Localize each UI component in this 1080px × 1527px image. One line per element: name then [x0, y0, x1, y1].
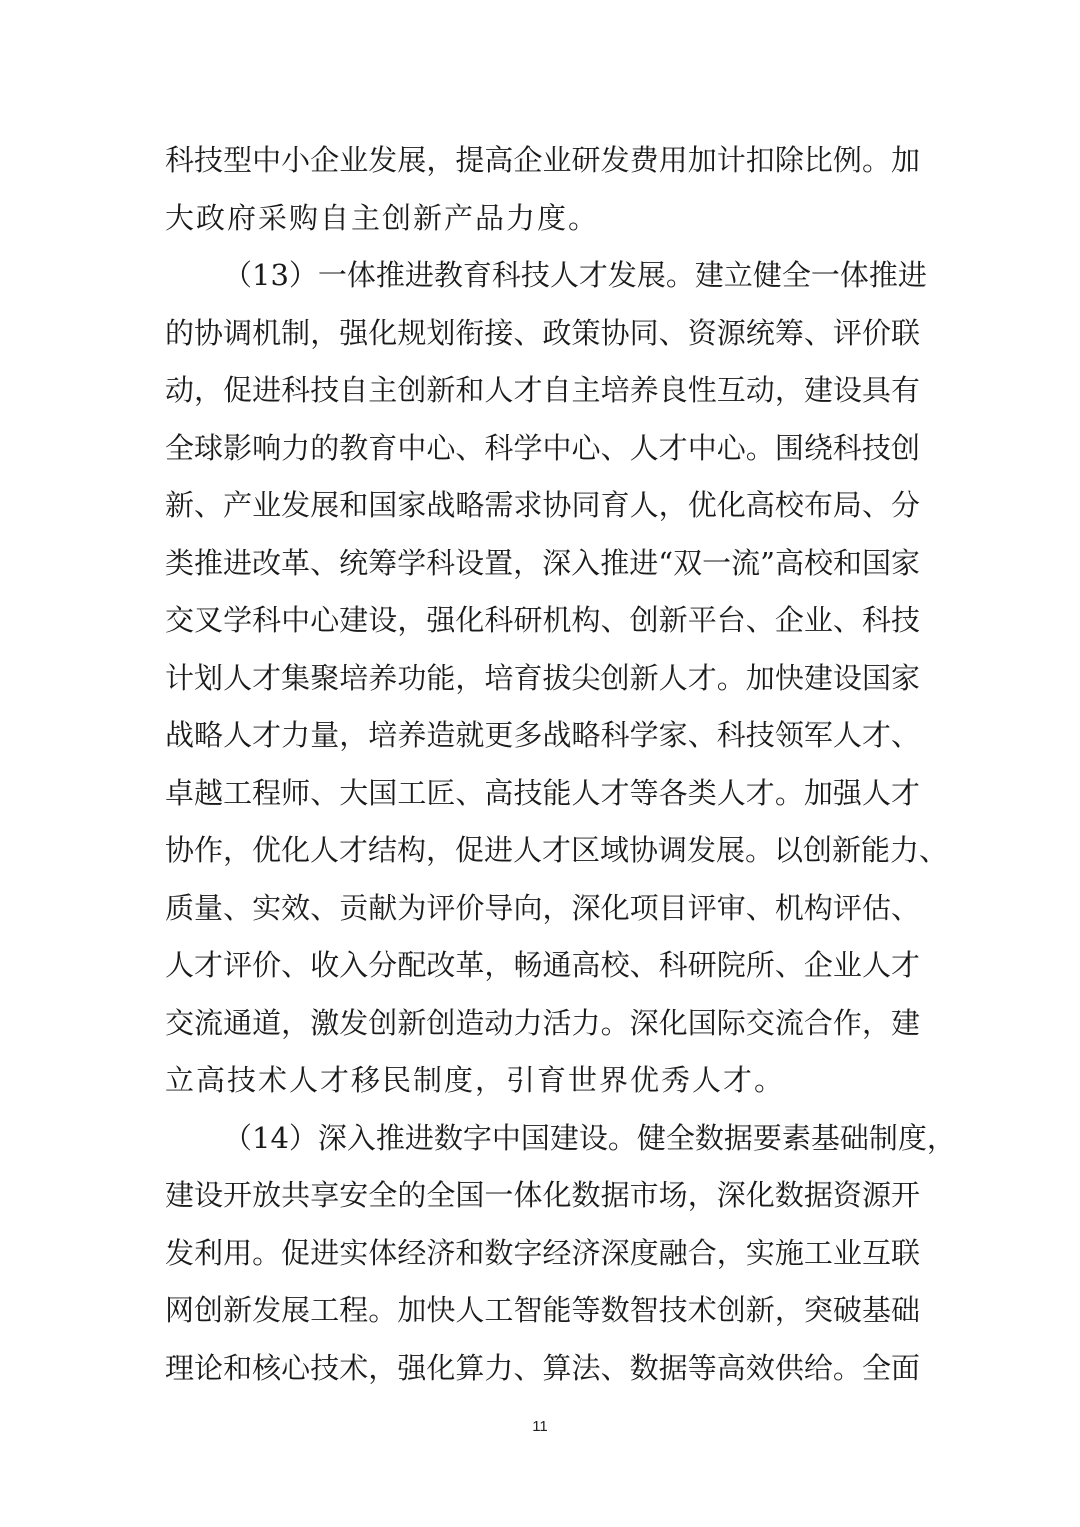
text-line: 交流通道，激发创新创造动力活力。深化国际交流合作，建 — [165, 1005, 920, 1040]
text-line: 科技型中小企业发展，提高企业研发费用加计扣除比例。加 — [165, 143, 920, 177]
paragraph-13-heading-line: （13）一体推进教育科技人才发展。建立健全一体推进 — [223, 258, 927, 292]
paragraph-14-heading-line: （14）深入推进数字中国建设。健全数据要素基础制度， — [223, 1120, 956, 1155]
text-line: 动，促进科技自主创新和人才自主培养良性互动，建设具有 — [165, 373, 920, 407]
text-line: 理论和核心技术，强化算力、算法、数据等高效供给。全面 — [165, 1350, 920, 1385]
text-line: 立高技术人才移民制度，引育世界优秀人才。 — [165, 1063, 786, 1097]
text-line: 战略人才力量，培养造就更多战略科学家、科技领军人才、 — [165, 718, 920, 752]
text-line: 协作，优化人才结构，促进人才区域协调发展。以创新能力、 — [165, 833, 949, 867]
page-number: 11 — [532, 1418, 548, 1435]
text-line: 大政府采购自主创新产品力度。 — [165, 200, 600, 235]
text-line: 交叉学科中心建设，强化科研机构、创新平台、企业、科技 — [165, 603, 920, 637]
text-line: 类推进改革、统筹学科设置，深入推进“双一流”高校和国家 — [165, 545, 920, 580]
text-line: 人才评价、收入分配改革，畅通高校、科研院所、企业人才 — [165, 948, 920, 982]
text-line: 质量、实效、贡献为评价导向，深化项目评审、机构评估、 — [165, 890, 920, 925]
text-line: 网创新发展工程。加快人工智能等数智技术创新，突破基础 — [165, 1293, 920, 1327]
text-line: 全球影响力的教育中心、科学中心、人才中心。围绕科技创 — [165, 430, 920, 465]
text-line: 新、产业发展和国家战略需求协同育人，优化高校布局、分 — [165, 488, 920, 522]
text-line: 计划人才集聚培养功能，培育拔尖创新人才。加快建设国家 — [165, 660, 920, 695]
body-text — [165, 132, 956, 1397]
text-line: 建设开放共享安全的全国一体化数据市场，深化数据资源开 — [165, 1178, 920, 1212]
text-line: 的协调机制，强化规划衔接、政策协同、资源统筹、评价联 — [165, 315, 920, 350]
text-line: 卓越工程师、大国工匠、高技能人才等各类人才。加强人才 — [165, 775, 920, 810]
text-line: 发利用。促进实体经济和数字经济深度融合，实施工业互联 — [165, 1235, 920, 1270]
